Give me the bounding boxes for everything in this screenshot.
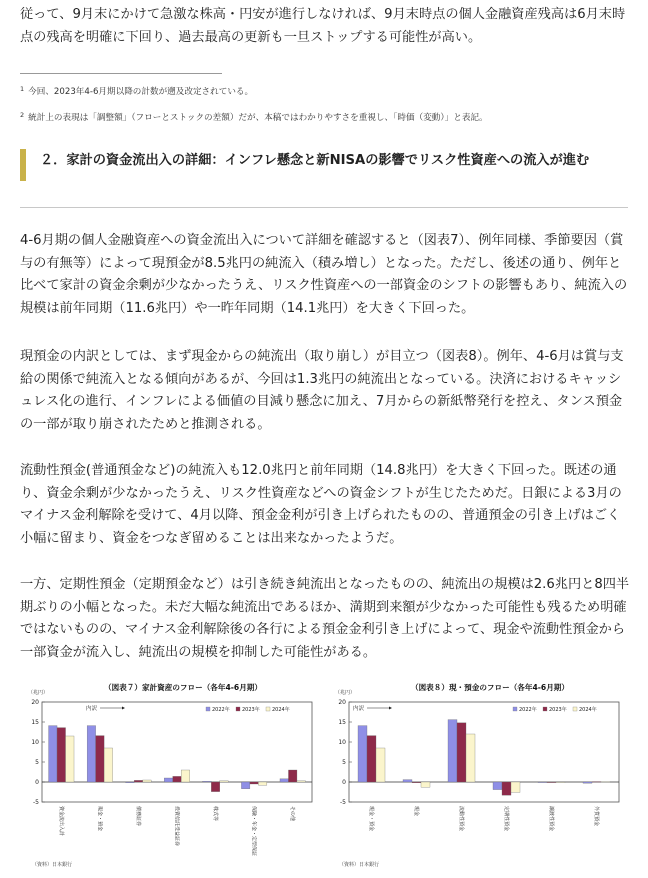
category-label: 現金・預金 — [368, 806, 374, 832]
bar — [241, 782, 249, 789]
bar — [280, 779, 288, 782]
legend-label: 2024年 — [272, 707, 290, 713]
bar — [583, 782, 592, 783]
paragraph-1: 4-6月期の個人金融資産への資金流出入について詳細を確認すると（図表7）、例年同様、季節要因（賞与の有無等）によって現預金が8.5兆円の純流入（積み増し）となった。ただし、後述の通り、例年と比べて家計の資金余剰が少なかったうえ、リスク性資産への一部資金のシフトの影響もあり、純流入の規模は前年同期（11.6兆円）や一昨年同期（14.1兆円）を大きく下回った。 — [20, 233, 628, 316]
bar — [601, 782, 610, 783]
bar — [57, 728, 65, 782]
section-heading: ２．家計の資金流出入の詳細：インフレ懸念と新NISAの影響でリスク性資産への流入が進む — [40, 153, 590, 168]
category-label: 定期性預金 — [503, 806, 509, 832]
chart-deposit-flow — [335, 680, 625, 870]
y-tick-label: -5 — [340, 799, 346, 806]
y-tick-label: 0 — [35, 779, 39, 786]
breakdown-arrow-head — [389, 707, 392, 710]
bar — [203, 781, 211, 782]
breakdown-annotation: 内訳 — [353, 706, 365, 712]
chart-title: （図表７）家計資産のフロー（各年4-6月期） — [104, 683, 262, 692]
y-tick-label: 15 — [338, 719, 346, 726]
bar — [448, 720, 457, 782]
footnote-1 — [20, 83, 632, 98]
bar — [376, 748, 385, 782]
bar — [592, 782, 601, 783]
legend-label: 2023年 — [549, 707, 567, 713]
chart-title: （図表８）現・預金のフロー（各年4-6月期） — [411, 683, 569, 692]
category-label: 債務証券 — [134, 806, 141, 827]
category-label: 現金・預金 — [96, 806, 103, 832]
footnote-text: 今回、2023年4-6月期以降の計数が遡及改定されている。 — [28, 87, 254, 97]
plot-frame — [42, 702, 312, 802]
plot-frame — [349, 702, 619, 802]
paragraph-3: 流動性預金(普通預金など)の純流入も12.0兆円と前年同期（14.8兆円）を大きく下回った。既述の通り、資金余剰が少なかったうえ、リスク性資産などへの資金シフトが生じたためだ。日銀による3月のマイナス金利解除を受けて、4月以降、預金金利が引き上げられたものの、普通預金の引き上げはごく小幅に留まり、資金をつなぎ留めることは出来なかったようだ。 — [20, 463, 622, 546]
bar — [49, 726, 57, 782]
footnote-number: 2 — [20, 111, 25, 119]
legend-swatch — [543, 707, 547, 711]
category-label: 株式等 — [212, 806, 219, 822]
bar — [493, 782, 502, 790]
category-label: 現金 — [413, 806, 419, 817]
y-tick-label: 20 — [338, 699, 346, 706]
heading-accent-bar — [20, 149, 26, 181]
legend-label: 2024年 — [579, 707, 597, 713]
bar — [538, 782, 547, 783]
paragraph-2: 現預金の内訳としては、まず現金からの純流出（取り崩し）が目立つ（図表8）。例年、4-6月は賞与支給の関係で純流入となる傾向があるが、今回は1.3兆円の純流出となっている。決済におけるキャッシュレス化の進行、インフレによる価値の目減り懸念に加え、7月からの新紙幣発行を控え、タンス預金の一部が取り崩されたためと推測される。 — [20, 349, 624, 432]
bar — [556, 782, 565, 783]
bar — [220, 781, 228, 782]
bar — [96, 736, 104, 782]
bar — [87, 726, 95, 782]
category-label: 資金流出入計 — [57, 806, 64, 837]
y-tick-label: 20 — [31, 699, 39, 706]
breakdown-arrow-head — [122, 707, 125, 710]
y-tick-label: 0 — [342, 779, 346, 786]
bar — [288, 770, 296, 782]
y-tick-label: 5 — [35, 759, 39, 766]
y-tick-label: 10 — [338, 739, 346, 746]
legend-label: 2022年 — [519, 707, 537, 713]
y-unit-label: （兆円） — [335, 690, 356, 696]
bar — [502, 782, 511, 795]
intro-paragraph: 従って、9月末にかけて急激な株高・円安が進行しなければ、9月末時点の個人金融資産残高は6月末時点の残高を明確に下回り、過去最高の更新も一旦ストップする可能性が高い。 — [20, 7, 626, 45]
bar — [164, 778, 172, 782]
category-label: 流動性預金 — [458, 806, 464, 832]
legend-label: 2023年 — [242, 707, 260, 713]
y-tick-label: 5 — [342, 759, 346, 766]
chart-deposit-flow-svg — [335, 680, 625, 870]
chart-source: （資料）日本銀行 — [32, 862, 73, 868]
bar — [412, 782, 421, 783]
bar — [104, 748, 112, 782]
bar — [134, 780, 142, 782]
y-tick-label: 10 — [31, 739, 39, 746]
y-tick-label: -5 — [33, 799, 39, 806]
bar — [143, 780, 151, 782]
category-label: 保険・年金・定型保証 — [250, 806, 257, 857]
footnote-number: 1 — [20, 85, 25, 93]
bar — [173, 776, 181, 782]
chart-source: （資料）日本銀行 — [339, 862, 380, 868]
legend-swatch — [513, 707, 517, 711]
footnote-2 — [20, 109, 632, 124]
bar — [211, 782, 219, 792]
chart-household-flow — [28, 680, 318, 870]
legend-swatch — [573, 707, 577, 711]
paragraph-4: 一方、定期性預金（定期預金など）は引き続き純流出となったものの、純流出の規模は2.6兆円と8四半期ぶりの小幅となった。未だ大幅な純流出であるほか、満期到来額が少なかった可能性も残るため明確ではないものの、マイナス金利解除後の各行による預金金利引き上げによって、現金や流動性預金から一部資金が流入し、純流出の規模を抑制した可能性がある。 — [20, 577, 630, 660]
bar — [403, 780, 412, 782]
breakdown-annotation: 内訳 — [86, 706, 98, 712]
category-label: 投資信託受益証券 — [173, 806, 180, 847]
legend-swatch — [206, 707, 210, 711]
footnote-divider — [20, 73, 222, 74]
category-label: 譲渡性預金 — [548, 806, 554, 832]
chart-household-flow-svg — [28, 680, 318, 870]
bar — [250, 782, 258, 784]
bar — [466, 734, 475, 782]
bar — [457, 723, 466, 782]
footnote-text: 統計上の表現は「調整額」（フローとストックの差額）だが、本稿ではわかりやすさを重視し、「時価（変動）」と表記。 — [28, 113, 488, 123]
category-label: その他 — [289, 806, 296, 822]
bar — [126, 782, 134, 783]
category-label: 外貨預金 — [593, 806, 599, 827]
legend-label: 2022年 — [212, 707, 230, 713]
legend-swatch — [236, 707, 240, 711]
bar — [66, 736, 74, 782]
legend-swatch — [266, 707, 270, 711]
bar — [421, 782, 430, 787]
bar — [258, 782, 266, 785]
bar — [358, 726, 367, 782]
y-tick-label: 15 — [31, 719, 39, 726]
y-unit-label: （兆円） — [28, 690, 49, 696]
bar — [181, 770, 189, 782]
bar — [367, 736, 376, 782]
bar — [297, 781, 305, 782]
bar — [547, 782, 556, 783]
bar — [511, 782, 520, 792]
section-heading-block — [20, 145, 628, 208]
